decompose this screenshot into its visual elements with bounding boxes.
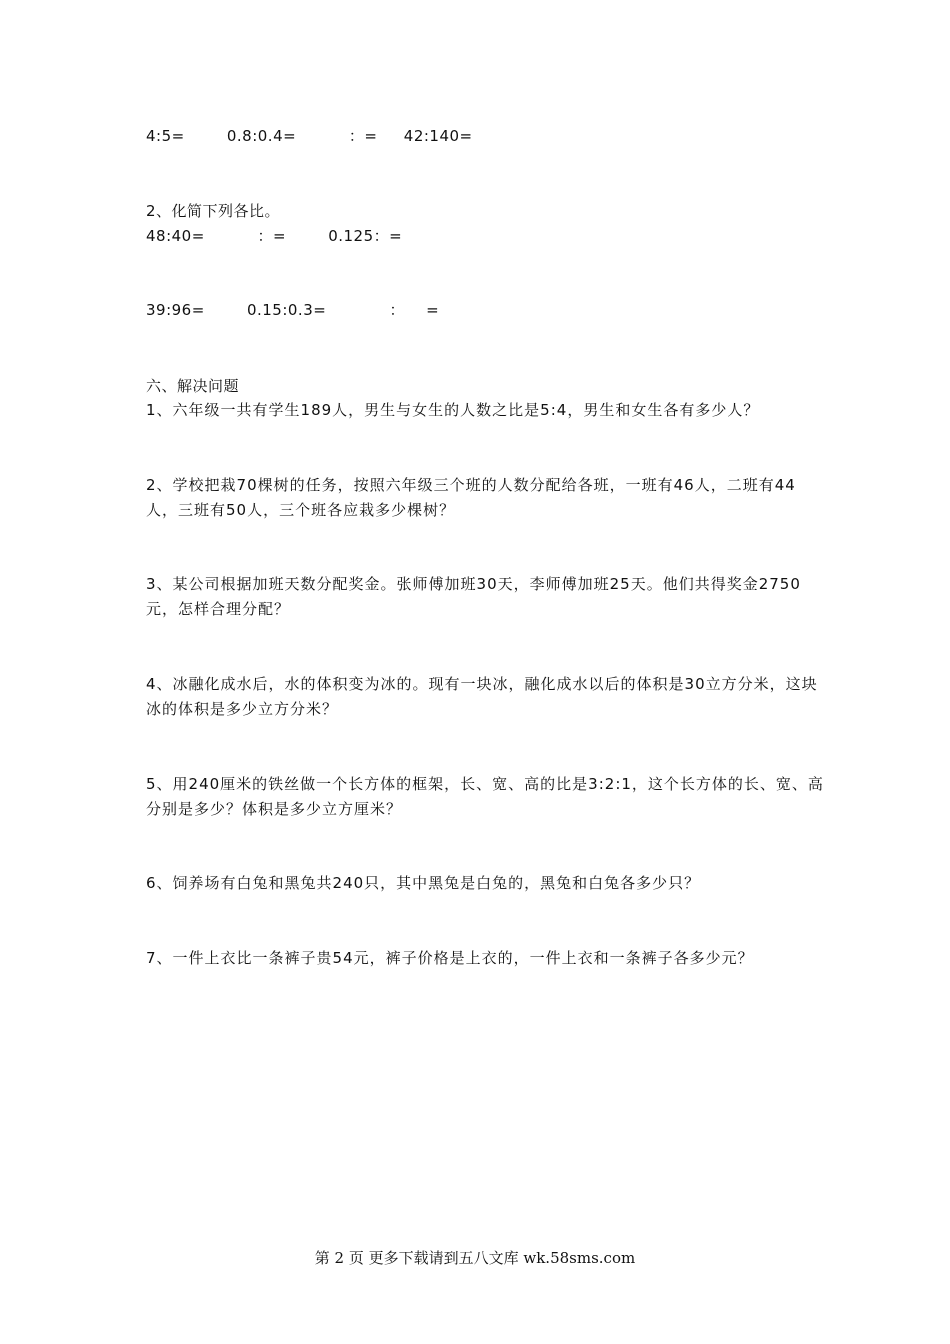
- problem-6: 6、饲养场有白兔和黑兔共240只，其中黑兔是白兔的，黑兔和白兔各多少只？: [146, 874, 701, 892]
- problem-5: 5、用240厘米的铁丝做一个长方体的框架，长、宽、高的比是3:2:1，这个长方体的长、宽、高分别是多少？体积是多少立方厘米？: [146, 775, 824, 818]
- problem-2: 2、学校把栽70棵树的任务，按照六年级三个班的人数分配给各班，一班有46人，二班有44人，三班有50人，三个班各应栽多少棵树？: [146, 476, 796, 519]
- problem-3: 3、某公司根据加班天数分配奖金。张师傅加班30天，李师傅加班25天。他们共得奖金2750元，怎样合理分配？: [146, 575, 801, 618]
- simplify-heading: 2、化简下列各比。: [146, 202, 281, 220]
- simplify-row-2: 39:96= 0.15:0.3= ： =: [146, 301, 440, 319]
- page-footer: 第 2 页 更多下载请到五八文库 wk.58sms.com: [314, 1249, 636, 1267]
- simplify-row-1: 48:40= ：= 0.125：=: [146, 227, 403, 245]
- problem-4: 4、冰融化成水后，水的体积变为冰的。现有一块冰，融化成水以后的体积是30立方分米，这块冰的体积是多少立方分米？: [146, 675, 818, 718]
- problem-1: 1、六年级一共有学生189人，男生与女生的人数之比是5:4，男生和女生各有多少人？: [146, 401, 760, 419]
- problem-7: 7、一件上衣比一条裤子贵54元，裤子价格是上衣的，一件上衣和一条裤子各多少元？: [146, 949, 754, 967]
- ratio-row-1: 4:5= 0.8:0.4= ：= 42:140=: [146, 127, 473, 145]
- section-title: 六、解决问题: [146, 377, 240, 395]
